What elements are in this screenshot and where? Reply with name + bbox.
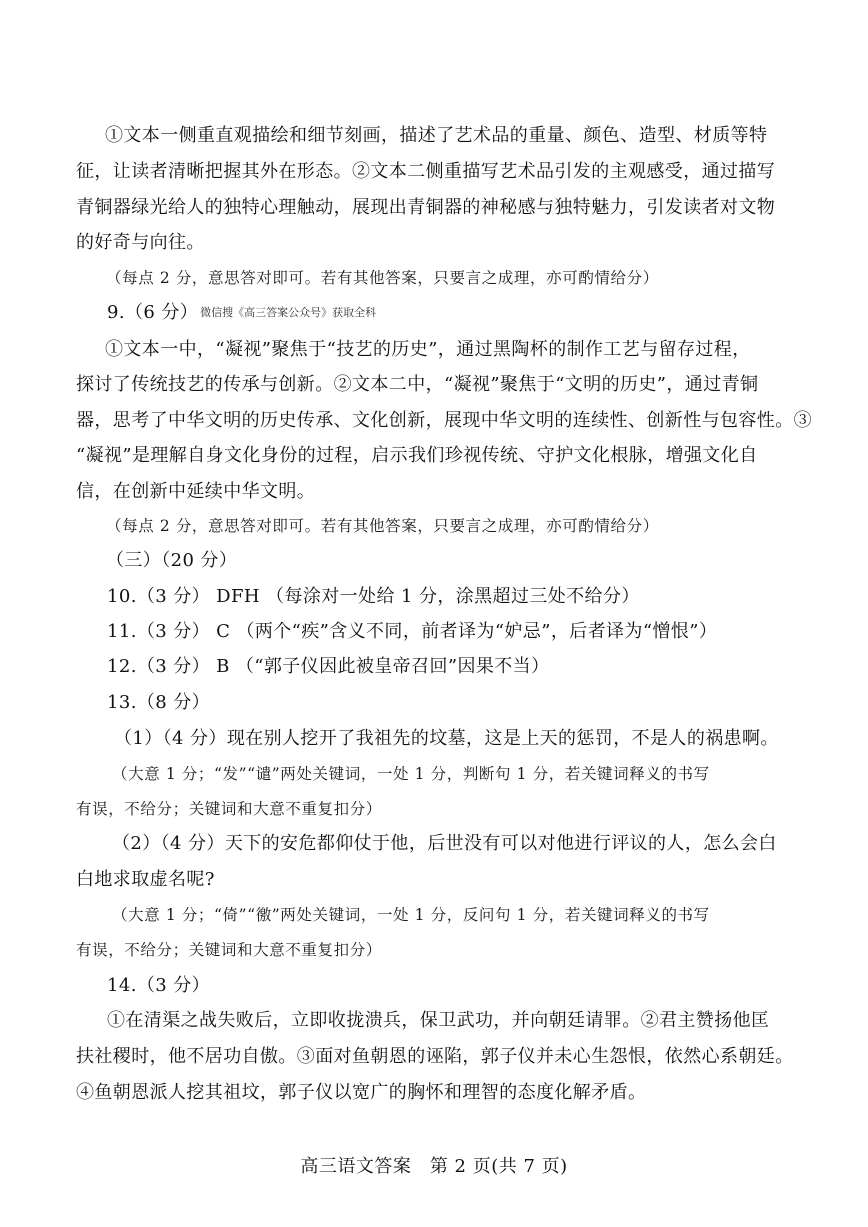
q13-part1-note-line-1: （大意 1 分；“发”“谴”两处关键词，一处 1 分，判断句 1 分，若关键词释义的书写 <box>112 765 710 783</box>
q13-part2-note-line-1: （大意 1 分；“倚”“徼”两处关键词，一处 1 分，反问句 1 分，若关键词释义的书写 <box>112 906 710 924</box>
q14-answer-line-1: ①在清渠之战失败后，立即收拢溃兵，保卫武功，并向朝廷请罪。②君主赞扬他匡 <box>107 1010 770 1031</box>
section-3-header: （三）（20 分） <box>106 550 238 571</box>
q13-part2-answer-line-1: （2）（4 分）天下的安危都仰仗于他，后世没有可以对他进行评议的人，怎么会白 <box>112 833 777 854</box>
q8-answer-line-3: 青铜器绿光给人的独特心理触动，展现出青铜器的神秘感与独特魅力，引发读者对文物 <box>76 197 776 218</box>
q14-header: 14.（3 分） <box>107 975 210 996</box>
q13-part1-answer: （1）（4 分）现在别人挖开了我祖先的坟墓，这是上天的惩罚，不是人的祸患啊。 <box>114 728 779 749</box>
q9-header: 9.（6 分） <box>107 302 199 323</box>
watermark-text: 微信搜《高三答案公众号》获取全科 <box>200 306 377 319</box>
q13-header: 13.（8 分） <box>107 692 210 713</box>
q11-answer: 11.（3 分） C （两个“疾”含义不同，前者译为“妒忌”，后者译为“憎恨”） <box>107 621 718 642</box>
q13-part2-note-line-2: 有误，不给分；关键词和大意不重复扣分） <box>76 941 382 959</box>
q8-answer-line-1: ①文本一侧重直观描绘和细节刻画，描述了艺术品的重量、颜色、造型、材质等特 <box>105 125 768 146</box>
q9-answer-line-1: ①文本一中，“凝视”聚焦于“技艺的历史”，通过黑陶杯的制作工艺与留存过程， <box>105 339 751 360</box>
q8-answer-line-2: 征，让读者清晰把握其外在形态。②文本二侧重描写艺术品引发的主观感受，通过描写 <box>76 161 776 182</box>
q8-answer-line-4: 的好奇与向往。 <box>76 232 205 253</box>
q12-answer: 12.（3 分） B （“郭子仪因此被皇帝召回”因果不当） <box>107 656 550 677</box>
q9-answer-line-2: 探讨了传统技艺的传承与创新。②文本二中，“凝视”聚焦于“文明的历史”，通过青铜 <box>76 374 759 395</box>
q9-answer-line-3: 器，思考了中华文明的历史传承、文化创新，展现中华文明的连续性、创新性与包容性。③ <box>76 410 812 431</box>
q9-answer-line-5: 信，在创新中延续中华文明。 <box>76 481 316 502</box>
q14-answer-line-3: ④鱼朝恩派人挖其祖坟，郭子仪以宽广的胸怀和理智的态度化解矛盾。 <box>76 1082 647 1103</box>
q9-scoring-note: （每点 2 分，意思答对即可。若有其他答案，只要言之成理，亦可酌情给分） <box>106 517 659 535</box>
q14-answer-line-2: 扶社稷时，他不居功自傲。③面对鱼朝恩的诬陷，郭子仪并未心生怨恨，依然心系朝廷。 <box>76 1046 794 1067</box>
q9-answer-line-4: “凝视”是理解自身文化身份的过程，启示我们珍视传统、守护文化根脉，增强文化自 <box>76 445 758 466</box>
page-footer: 高三语文答案 第 2 页(共 7 页) <box>300 1156 568 1177</box>
q9-header-line <box>107 301 376 325</box>
q8-scoring-note: （每点 2 分，意思答对即可。若有其他答案，只要言之成理，亦可酌情给分） <box>106 269 659 287</box>
q10-answer: 10.（3 分） DFH （每涂对一处给 1 分，涂黑超过三处不给分） <box>107 586 640 607</box>
q13-part1-note-line-2: 有误，不给分；关键词和大意不重复扣分） <box>76 800 382 818</box>
q13-part2-answer-line-2: 白地求取虚名呢? <box>76 869 215 890</box>
